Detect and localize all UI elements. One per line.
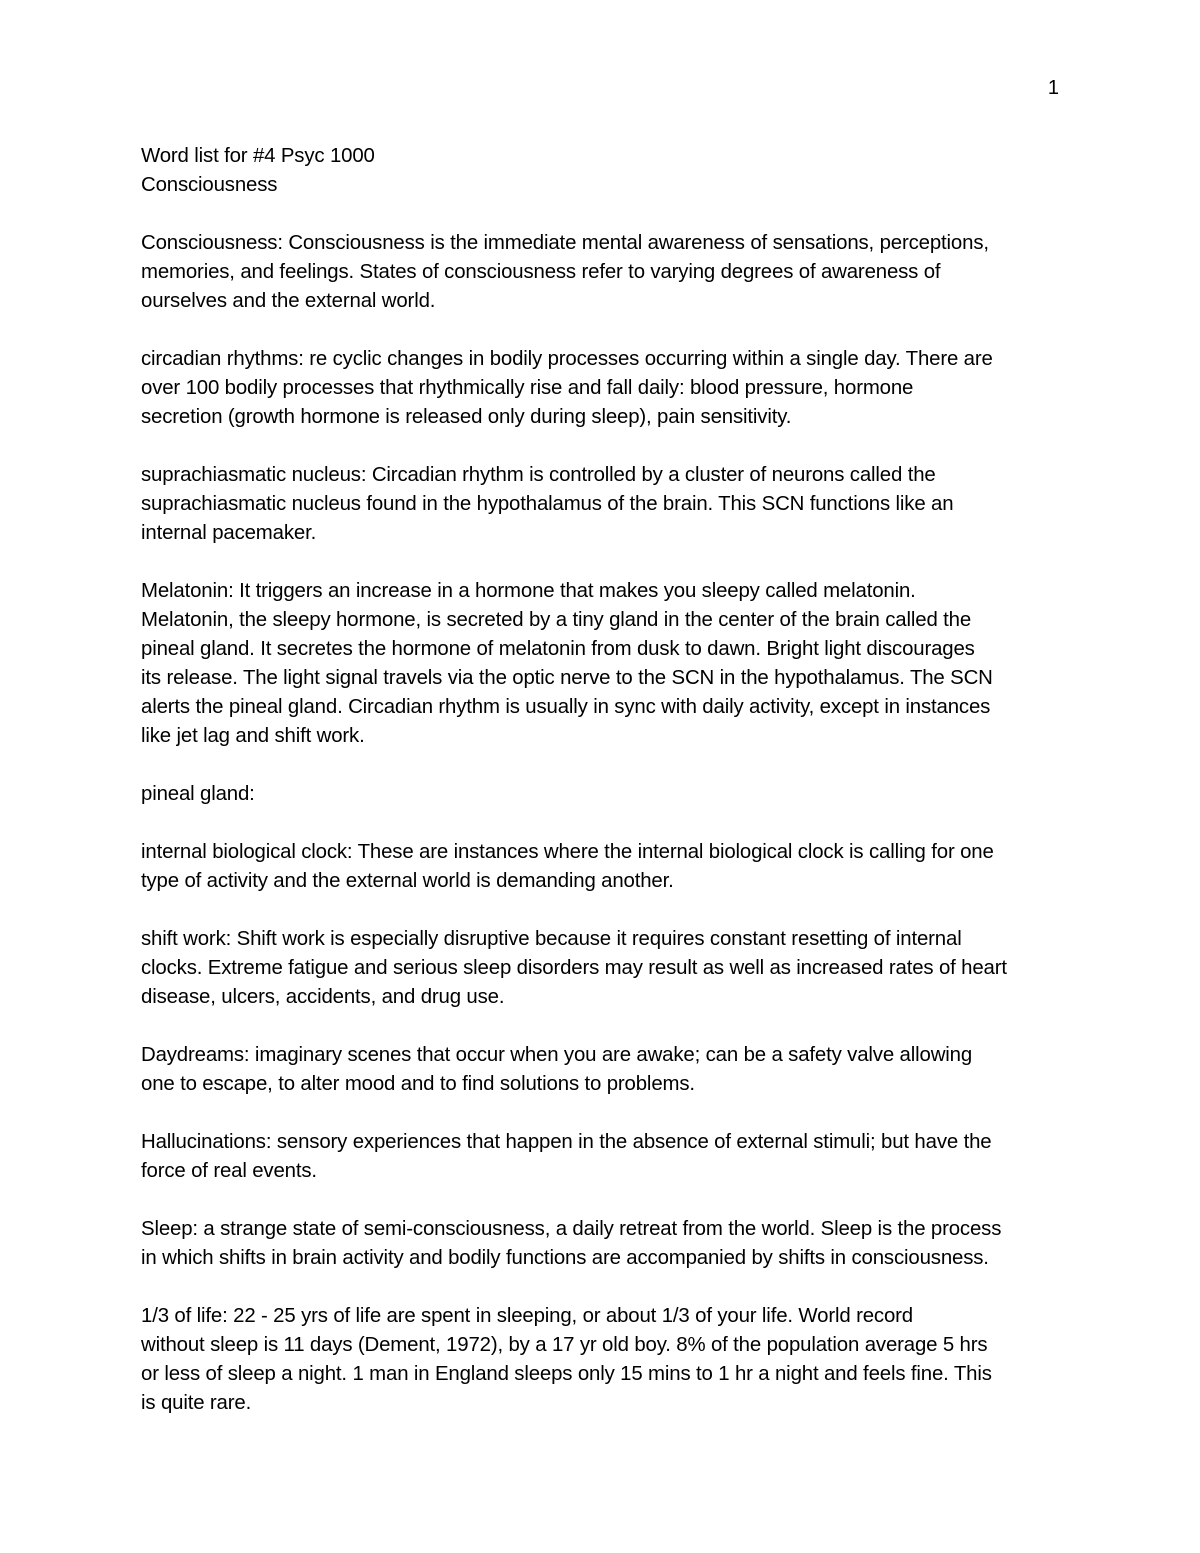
entry-text-line: Daydreams: imaginary scenes that occur when you are awake; can be a safety valve allowing [141, 1044, 973, 1066]
word-list-entry [141, 345, 1061, 432]
word-list-entry [141, 838, 1061, 896]
word-list-entry [141, 780, 1061, 809]
entry-text-line: over 100 bodily processes that rhythmically rise and fall daily: blood pressure, hormone [141, 377, 914, 399]
word-list-entry [141, 229, 1061, 316]
entry-text-line: Hallucinations: sensory experiences that happen in the absence of external stimuli; but have the [141, 1131, 992, 1153]
entry-text-line: pineal gland: [141, 783, 255, 805]
entry-text-line: Consciousness: Consciousness is the immediate mental awareness of sensations, perceptions, [141, 232, 989, 254]
entry-text-line: force of real events. [141, 1160, 317, 1182]
entry-text-line: without sleep is 11 days (Dement, 1972), by a 17 yr old boy. 8% of the population average 5 hrs [141, 1334, 988, 1356]
entry-text-line: circadian rhythms: re cyclic changes in bodily processes occurring within a single day. There are [141, 348, 993, 370]
entry-text-line: shift work: Shift work is especially disruptive because it requires constant resetting of internal [141, 928, 962, 950]
word-list-entry [141, 1128, 1061, 1186]
entry-text-line: is quite rare. [141, 1392, 252, 1414]
word-list-entry [141, 577, 1061, 751]
document-subtitle: Consciousness [141, 174, 278, 196]
entry-text-line: ourselves and the external world. [141, 290, 436, 312]
entry-text-line: type of activity and the external world is demanding another. [141, 870, 674, 892]
entry-text-line: clocks. Extreme fatigue and serious sleep disorders may result as well as increased rates of heart [141, 957, 1007, 979]
document-body [141, 142, 1061, 1447]
word-list-entry [141, 1302, 1061, 1418]
entry-text-line: its release. The light signal travels via the optic nerve to the SCN in the hypothalamus. The SCN [141, 667, 993, 689]
entry-text-line: suprachiasmatic nucleus: Circadian rhythm is controlled by a cluster of neurons called the [141, 464, 936, 486]
document-header [141, 142, 1061, 200]
word-list-entry [141, 1215, 1061, 1273]
entry-text-line: in which shifts in brain activity and bodily functions are accompanied by shifts in consciousness. [141, 1247, 989, 1269]
word-list-entry [141, 1041, 1061, 1099]
page-number: 1 [1047, 77, 1059, 99]
entry-text-line: or less of sleep a night. 1 man in England sleeps only 15 mins to 1 hr a night and feels fine. This [141, 1363, 992, 1385]
entry-text-line: suprachiasmatic nucleus found in the hypothalamus of the brain. This SCN functions like an [141, 493, 954, 515]
document-title: Word list for #4 Psyc 1000 [141, 145, 375, 167]
entry-text-line: Melatonin, the sleepy hormone, is secreted by a tiny gland in the center of the brain called the [141, 609, 972, 631]
entry-text-line: Sleep: a strange state of semi-consciousness, a daily retreat from the world. Sleep is the process [141, 1218, 1002, 1240]
word-list-entry [141, 925, 1061, 1012]
entry-text-line: disease, ulcers, accidents, and drug use. [141, 986, 505, 1008]
entry-text-line: like jet lag and shift work. [141, 725, 365, 747]
entry-text-line: internal pacemaker. [141, 522, 317, 544]
entry-text-line: memories, and feelings. States of consciousness refer to varying degrees of awareness of [141, 261, 941, 283]
entry-text-line: 1/3 of life: 22 - 25 yrs of life are spent in sleeping, or about 1/3 of your life. World record [141, 1305, 913, 1327]
entry-text-line: secretion (growth hormone is released only during sleep), pain sensitivity. [141, 406, 792, 428]
entry-text-line: pineal gland. It secretes the hormone of melatonin from dusk to dawn. Bright light discourages [141, 638, 975, 660]
word-list [141, 229, 1061, 1418]
entry-text-line: Melatonin: It triggers an increase in a hormone that makes you sleepy called melatonin. [141, 580, 916, 602]
entry-text-line: one to escape, to alter mood and to find solutions to problems. [141, 1073, 695, 1095]
entry-text-line: internal biological clock: These are instances where the internal biological clock is calling for one [141, 841, 994, 863]
word-list-entry [141, 461, 1061, 548]
entry-text-line: alerts the pineal gland. Circadian rhythm is usually in sync with daily activity, except in instances [141, 696, 991, 718]
